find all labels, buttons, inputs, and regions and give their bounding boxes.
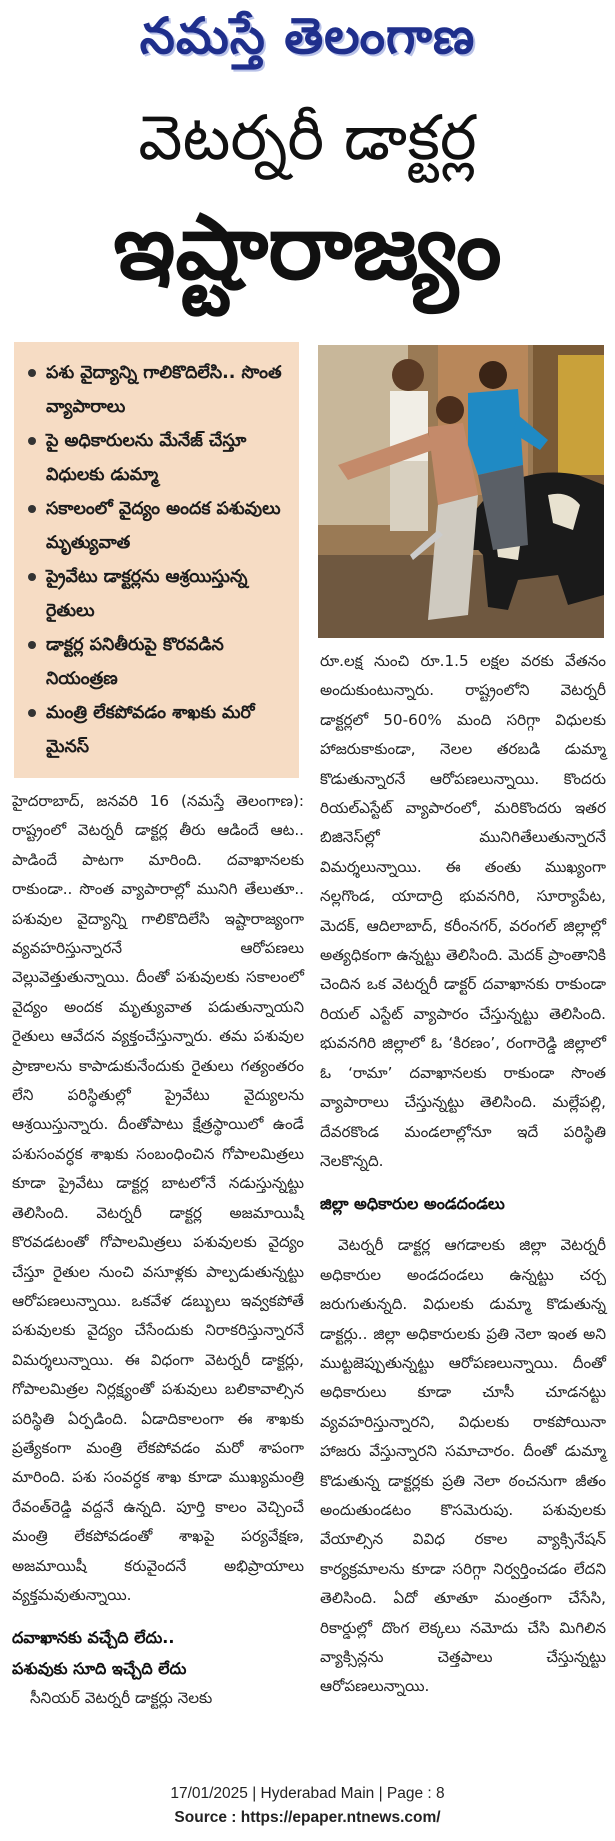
- highlight-item: మంత్రి లేకపోవడం శాఖకు మరో మైనస్: [26, 696, 291, 764]
- highlight-item: ప్రైవేటు డాక్టర్లను ఆశ్రయిస్తున్న రైతులు: [26, 560, 291, 628]
- article-paragraph: వెటర్నరీ డాక్టర్ల ఆగడాలకు జిల్లా వెటర్నరీ అధికారుల అండదండలు ఉన్నట్టు చర్చ జరుగుతున్నది. విధులకు డుమ్మా కొడుతున్న డాక్టర్లు.. జిల్లా అధికారులకు ప్రతి నెలా ఇంత అని ముట్టజెప్పుతున్నట్టు ఆరోపణలున్నాయి. దీంతో అధికారులు కూడా చూసీ చూడనట్టు వ్యవహరిస్తున్నారని, విధులకు రాకపోయినా హాజరు వేస్తున్నారని సమాచారం. దీంతో డుమ్మా కొడుతున్న డాక్టర్లకు ప్రతి నెలా ఠంచనుగా జీతం అందుతుండటం కొసమెరుపు. పశువులకు వేయాల్సిన వివిధ రకాల వ్యాక్సినేషన్ కార్యక్రమాలను కూడా సరిగ్గా నిర్వర్తించడం లేదని తెలిసింది. ఏదో తూతూ మంత్రంగా చేసేసి, రికార్డుల్లో దొంగ లెక్కలు నమోదు చేసి మిగిలిన వ్యాక్సిన్లను చెత్తపాలు చేస్తున్నట్టు ఆరోపణలున్నాయి.: [320, 1236, 606, 1696]
- highlight-item: సకాలంలో వైద్యం అందక పశువులు మృత్యువాత: [26, 492, 291, 560]
- page-footer: [0, 1782, 615, 1830]
- article-paragraph: సీనియర్ వెటర్నరీ డాక్టర్లు నెలకు: [30, 1689, 213, 1708]
- article-subheading: దవాఖానకు వచ్చేది లేదు..: [12, 1628, 175, 1648]
- headline-line-2: ఇష్టారాజ్యం: [113, 195, 502, 300]
- highlight-item: పై అధికారులను మేనేజ్ చేస్తూ విధులకు డుమ్మా: [26, 424, 291, 492]
- masthead-title: నమస్తే తెలంగాణ: [139, 6, 476, 65]
- article-paragraph: రూ.లక్ష నుంచి రూ.1.5 లక్షల వరకు వేతనం అందుకుంటున్నారు. రాష్ట్రంలోని వెటర్నరీ డాక్టర్లలో 50-60% మంది సరిగ్గా విధులకు హాజరుకాకుండా, నెలల తరబడి డుమ్మా కొడుతున్నారనే ఆరోపణలున్నాయి. కొందరు రియల్‌ఎస్టేట్ వ్యాపారంలో, మరికొందరు ఇతర బిజినెస్‌ల్లో మునిగితేలుతున్నారనే విమర్శలున్నాయి. ఈ తంతు ముఖ్యంగా నల్లగొండ, యాదాద్రి భువనగిరి, సూర్యాపేట, మెదక్, ఆదిలాబాద్, కరీంనగర్, వరంగల్ జిల్లాల్లో అత్యధికంగా ఉన్నట్టు తెలిసింది. మెదక్ ప్రాంతానికి చెందిన ఒక వెటర్నరీ డాక్టర్ దవాఖానకు రాకుండా రియల్ ఎస్టేట్ వ్యాపారం చేస్తున్నట్టు తెలిసింది. భువనగిరి జిల్లాలో ఓ ‘కిరణం’, రంగారెడ్డి జిల్లాలో ఓ ‘రామా’ దవాఖానలకు రాకుండా సొంత వ్యాపారాలు చేస్తున్నట్టు తెలిసింది. మల్లేపల్లి, దేవరకొండ మండలాల్లోనూ ఇదే పరిస్థితి నెలకొన్నది.: [320, 652, 606, 1170]
- highlight-item: డాక్టర్ల పనితీరుపై కొరవడిన నియంత్రణ: [26, 628, 291, 696]
- article-subheading: పశువుకు సూది ఇచ్చేది లేదు: [12, 1659, 187, 1679]
- edition-info: 17/01/2025 | Hyderabad Main | Page : 8: [170, 1785, 445, 1802]
- source-link[interactable]: Source : https://epaper.ntnews.com/: [174, 1809, 441, 1826]
- article-column-right: [320, 647, 606, 1702]
- article-column-left: [12, 787, 304, 1714]
- highlight-item: పశు వైద్యాన్ని గాలికొదిలేసి.. సొంత వ్యాపారాలు: [26, 356, 291, 424]
- article-subheading: జిల్లా అధికారుల అండదండలు: [320, 1194, 505, 1214]
- article-photo: [318, 345, 604, 638]
- newspaper-masthead: [0, 0, 615, 84]
- photo-illustration: [318, 345, 604, 638]
- article-paragraph: హైదరాబాద్, జనవరి 16 (నమస్తే తెలంగాణ): రాష్ట్రంలో వెటర్నరీ డాక్టర్ల తీరు ఆడిందే ఆట.. పాడిందే పాటగా మారింది. దవాఖానలకు రాకుండా.. సొంత వ్యాపారాల్లో మునిగి తేలుతూ.. పశువుల వైద్యాన్ని గాలికొదిలేసి ఇష్టారాజ్యంగా వ్యవహరిస్తున్నారనే ఆరోపణలు వెల్లువెత్తుతున్నాయి. దీంతో పశువులకు సకాలంలో వైద్యం అందక మృత్యువాత పడుతున్నాయని రైతులు ఆవేదన వ్యక్తంచేస్తున్నారు. తమ పశువుల ప్రాణాలను కాపాడుకునేందుకు రైతులు గత్యంతరం లేని పరిస్థితుల్లో ప్రైవేటు వైద్యులను ఆశ్రయిస్తున్నారు. దీంతోపాటు క్షేత్రస్థాయిలో ఉండే పశుసంవర్ధక శాఖకు సంబంధించిన గోపాలమిత్రలు కూడా ప్రైవేటు డాక్టర్ల బాటలోనే నడుస్తున్నట్టు తెలిసింది. వెటర్నరీ డాక్టర్ల అజమాయిషీ కొరవడటంతో గోపాలమిత్రలు పశువులకు వైద్యం చేస్తూ రైతుల నుంచి వసూళ్లకు పాల్పడుతున్నట్టు ఆరోపణలున్నాయి. ఒకవేళ డబ్బులు ఇవ్వకపోతే పశువులకు వైద్యం చేసేందుకు నిరాకరిస్తున్నారనే విమర్శలున్నాయి. ఈ విధంగా వెటర్నరీ డాక్టర్లు, గోపాలమిత్రల నిర్లక్ష్యంతో పశువులు బలికావాల్సిన పరిస్థితి ఏర్పడింది. ఏడాదికాలంగా ఈ శాఖకు ప్రత్యేకంగా మంత్రి లేకపోవడం మరో శాపంగా మారింది. పశు సంవర్ధక శాఖ కూడా ముఖ్యమంత్రి రేవంత్‌రెడ్డి వద్దనే ఉన్నది. పూర్తి కాలం వెచ్చించే మంత్రి లేకపోవడంతో శాఖపై పర్యవేక్షణ, అజమాయిషీ కరువైందనే అభిప్రాయాలు వ్యక్తమవుతున్నాయి.: [12, 792, 304, 1604]
- highlights-box: [14, 342, 299, 778]
- highlights-list: [26, 356, 291, 764]
- headline-line-1: వెటర్నరీ డాక్టర్ల: [138, 101, 477, 174]
